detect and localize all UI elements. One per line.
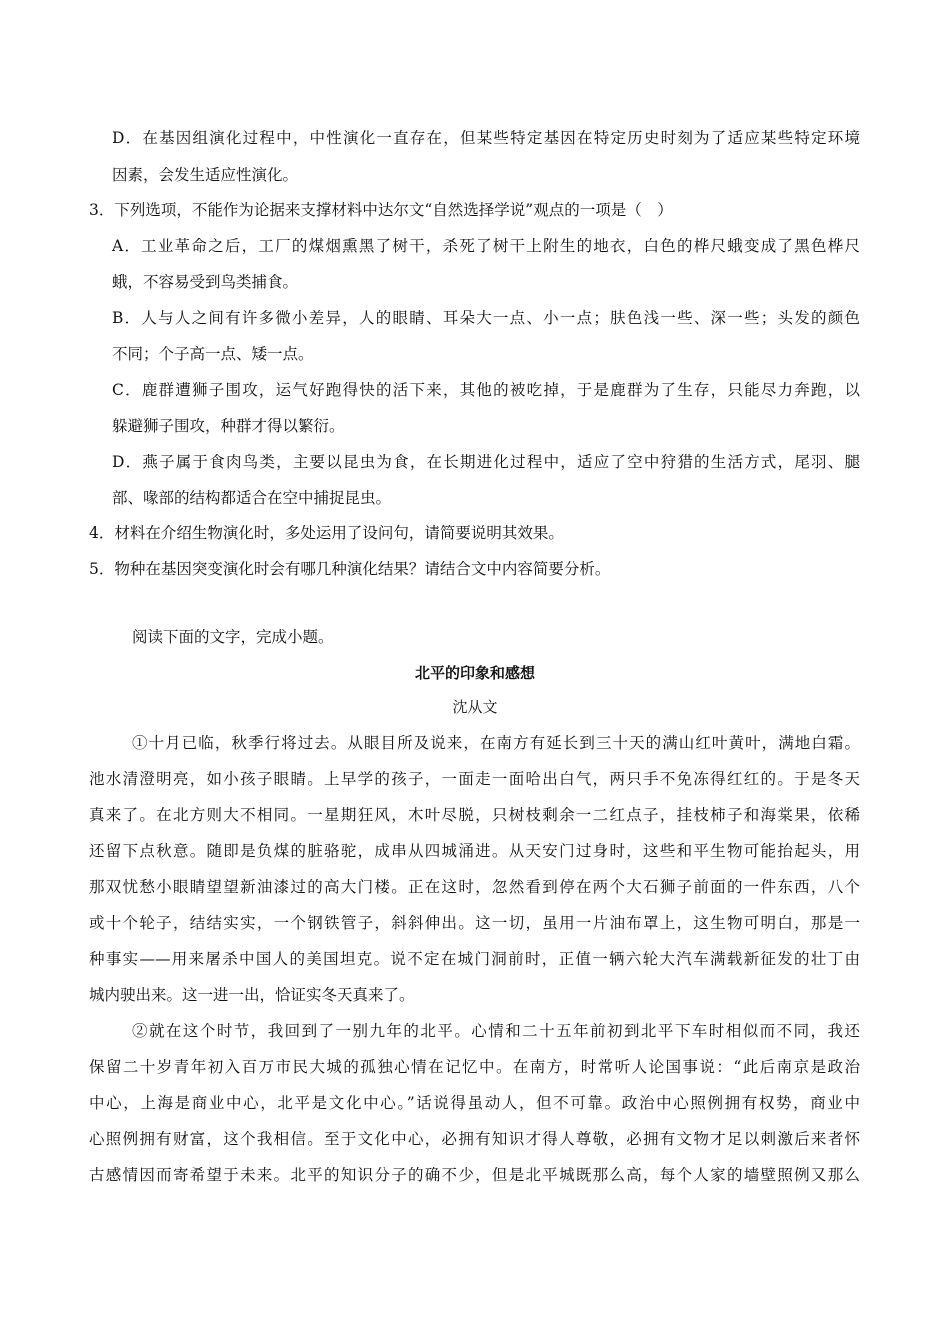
q3-option-c-line-2: 躲避狮子围攻，种群才得以繁衍。: [112, 417, 345, 435]
p2-line: 心照例拥有财富，这个我相信。至于文化中心，必拥有知识才得人尊敬，必拥有文物才足以刺激后来者怀: [89, 1130, 860, 1148]
p1-line: 真来了。在北方则大不相同。一星期狂风，木叶尽脱，只树枝剩余一二红点子，挂枝柿子和海棠果，依稀: [89, 806, 860, 824]
q5-stem: 5．物种在基因突变演化时会有哪几种演化结果？请结合文中内容简要分析。: [89, 560, 611, 578]
p1-line: 池水清澄明亮，如小孩子眼睛。上早学的孩子，一面走一面哈出白气，两只手不免冻得红红的。于是冬天: [89, 770, 860, 788]
p1-line: 或十个轮子，结结实实，一个钢铁管子，斜斜伸出。这一切，虽用一片油布罩上，这生物可明白，那是一: [89, 914, 860, 932]
q4-stem: 4．材料在介绍生物演化时，多处运用了设问句，请简要说明其效果。: [89, 524, 564, 542]
p1-line: 种事实——用来屠杀中国人的美国坦克。说不定在城门洞前时，正值一辆六轮大汽车满载新征发的壮丁由: [89, 950, 860, 968]
q2-option-d-line-1: D．在基因组演化过程中，中性演化一直存在，但某些特定基因在特定历史时刻为了适应某些特定环境: [112, 129, 860, 147]
q3-option-a-line-2: 蛾，不容易受到鸟类捕食。: [112, 273, 299, 291]
p1-line: 那双忧愁小眼睛望望新油漆过的高大门楼。正在这时，忽然看到停在两个大石狮子前面的一件东西，八个: [89, 878, 860, 896]
q3-option-d-line-2: 部、喙部的结构都适合在空中捕捉昆虫。: [112, 489, 392, 507]
p2-line: 中心，上海是商业中心，北平是文化中心。”话说得虽动人，但不可靠。政治中心照例拥有权势，商业中: [89, 1094, 860, 1112]
q3-option-a-line-1: A．工业革命之后，工厂的煤烟熏黑了树干，杀死了树干上附生的地衣，白色的桦尺蛾变成了黑色桦尺: [112, 237, 860, 255]
p1-line: 还留下点秋意。随即是负煤的脏骆驼，成串从四城涌进。从天安门过身时，这些和平生物可能抬起头，用: [89, 842, 860, 860]
article-author: 沈从文: [452, 698, 498, 716]
article-title: 北平的印象和感想: [414, 664, 535, 682]
p1-line: 城内驶出来。这一进一出，恰证实冬天真来了。: [89, 986, 415, 1004]
q3-option-d-line-1: D．燕子属于食肉鸟类，主要以昆虫为食，在长期进化过程中，适应了空中狩猎的生活方式，尾羽、腿: [112, 453, 860, 471]
q3-option-c-line-1: C．鹿群遭狮子围攻，运气好跑得快的活下来，其他的被吃掉，于是鹿群为了生存，只能尽力奔跑，以: [112, 381, 860, 399]
p2-line: 古感情因而寄希望于未来。北平的知识分子的确不少，但是北平城既那么高，每个人家的墙壁照例又那么: [89, 1166, 860, 1184]
q3-stem: 3．下列选项，不能作为论据来支撑材料中达尔文“自然选择学说”观点的一项是（ ）: [89, 201, 673, 219]
p2-line: ②就在这个时节，我回到了一别九年的北平。心情和二十五年前初到北平下车时相似而不同，我还: [132, 1022, 860, 1040]
reading-instruction: 阅读下面的文字，完成小题。: [132, 628, 334, 646]
p2-line: 保留二十岁青年初入百万市民大城的孤独心情在记忆中。在南方，时常听人论国事说：“此后南京是政治: [89, 1058, 860, 1076]
p1-line: ①十月已临，秋季行将过去。从眼目所及说来，在南方有延长到三十天的满山红叶黄叶，满地白霜。: [132, 734, 860, 752]
q3-option-b-line-2: 不同；个子高一点、矮一点。: [112, 345, 314, 363]
q2-option-d-line-2: 因素，会发生适应性演化。: [112, 166, 299, 184]
q3-option-b-line-1: B．人与人之间有许多微小差异，人的眼睛、耳朵大一点、小一点；肤色浅一些、深一些；头发的颜色: [112, 309, 860, 327]
